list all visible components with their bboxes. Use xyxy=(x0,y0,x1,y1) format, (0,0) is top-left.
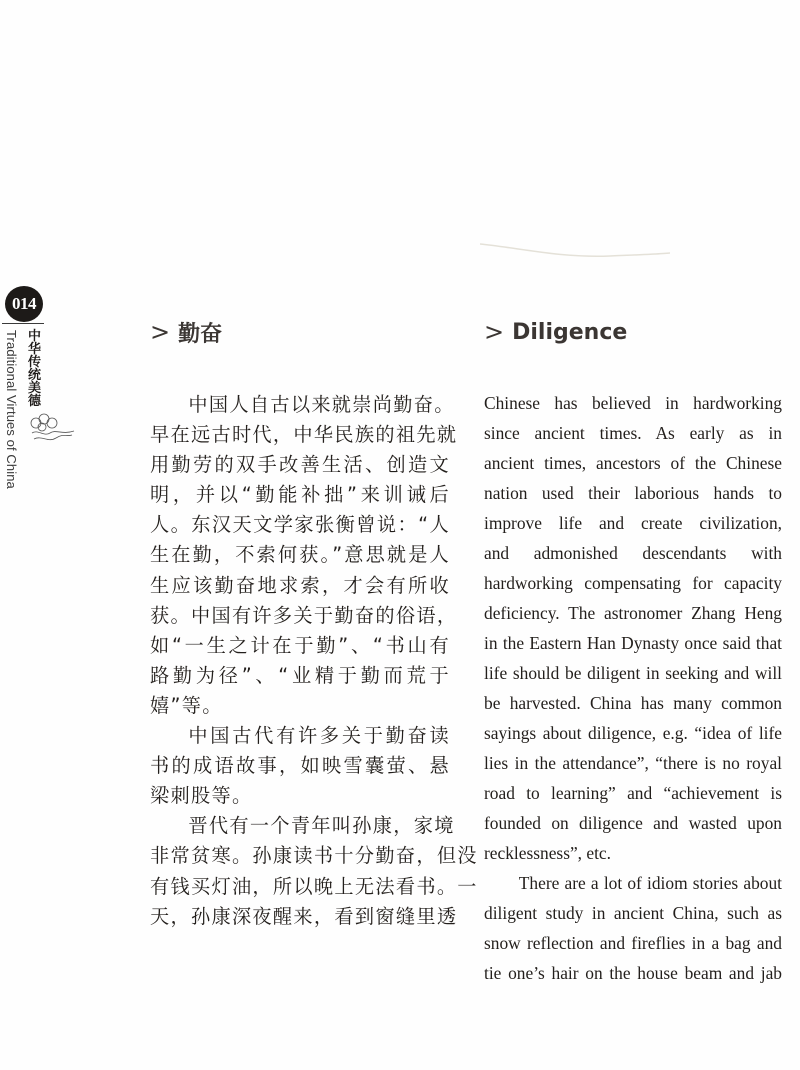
paragraph xyxy=(150,811,478,931)
section-heading-cn xyxy=(150,312,450,352)
text-line: 中国人自古以来就崇尚勤奋。 xyxy=(188,393,455,416)
body-text-en xyxy=(484,388,782,988)
text-line: 晋代有一个青年叫孙康，家境 xyxy=(188,814,455,838)
text-line: sayings about diligence, e.g. “idea of life xyxy=(484,723,782,743)
text-line: lies in the attendance”, “there is no royal xyxy=(484,753,782,773)
text-line: and admonished descendants with xyxy=(484,543,782,563)
text-line: 人。东汉天文学家张衡曾说：“人 xyxy=(150,513,450,537)
text-line: 用勤劳的双手改善生活、创造文 xyxy=(150,453,450,477)
text-line: recklessness”, etc. xyxy=(484,843,611,863)
text-line: Chinese has believed in hardworking xyxy=(484,393,782,413)
text-line: road to learning” and “achievement is xyxy=(484,783,782,803)
text-line: 非常贫寒。孙康读书十分勤奋，但没 xyxy=(150,844,478,868)
paragraph xyxy=(484,868,782,988)
text-line: 梁刺股等。 xyxy=(150,784,253,808)
text-line: 书的成语故事，如映雪囊萤、悬 xyxy=(150,754,450,778)
text-line: diligent study in ancient China, such as xyxy=(484,903,782,923)
english-column xyxy=(484,312,782,988)
text-line: nation used their laborious hands to xyxy=(484,483,782,503)
text-line: be harvested. China has many common xyxy=(484,693,782,713)
series-title-cn: 中华传统美德 xyxy=(28,329,42,409)
text-line: 生在勤，不索何获。”意思就是人 xyxy=(150,543,450,567)
text-line: 路勤为径”、“业精于勤而荒于 xyxy=(150,663,450,687)
text-line: 嬉”等。 xyxy=(150,693,223,717)
paragraph xyxy=(150,390,458,721)
text-line: hardworking compensating for capacity xyxy=(484,573,782,593)
text-line: founded on diligence and wasted upon xyxy=(484,813,782,833)
text-line: deficiency. The astronomer Zhang Heng xyxy=(484,603,782,623)
text-line: ancient times, ancestors of the Chinese xyxy=(484,453,782,473)
chinese-column xyxy=(150,312,478,932)
text-line: improve life and create civilization, xyxy=(484,513,782,533)
text-line: since ancient times. As early as in xyxy=(484,423,782,443)
series-title-en: Traditional Virtues of China xyxy=(4,330,19,489)
text-line: life should be diligent in seeking and will xyxy=(484,663,782,683)
text-line: 中国古代有许多关于勤奋读 xyxy=(188,724,450,748)
text-line: 早在远古时代，中华民族的祖先就 xyxy=(150,423,458,447)
body-text-cn xyxy=(150,390,478,932)
heading-text: 勤奋 xyxy=(178,321,223,347)
paragraph xyxy=(150,721,450,811)
text-line: 如“一生之计在于勤”、“书山有 xyxy=(150,633,450,657)
text-line: tie one’s hair on the house beam and jab xyxy=(484,963,782,983)
text-line: 有钱买灯油，所以晚上无法看书。一 xyxy=(150,874,478,898)
section-heading-en xyxy=(484,312,782,352)
text-line: 明，并以“勤能补拙”来训诫后 xyxy=(150,483,450,507)
cloud-icon xyxy=(28,413,78,445)
heading-text: Diligence xyxy=(512,319,628,345)
sidebar-divider xyxy=(2,323,44,324)
text-line: in the Eastern Han Dynasty once said that xyxy=(484,633,782,653)
chevron-right-icon: > xyxy=(150,318,171,346)
decorative-swoosh xyxy=(480,238,670,262)
text-line: 生应该勤奋地求索，才会有所收 xyxy=(150,573,450,597)
text-line: 获。中国有许多关于勤奋的俗语， xyxy=(150,603,458,627)
page-number-badge: 014 xyxy=(5,286,43,322)
paragraph xyxy=(484,388,782,868)
chevron-right-icon: > xyxy=(484,318,505,346)
text-line: There are a lot of idiom stories about xyxy=(518,873,782,893)
text-line: snow reflection and fireflies in a bag and xyxy=(484,933,782,953)
text-line: 天，孙康深夜醒来，看到窗缝里透 xyxy=(150,904,458,928)
